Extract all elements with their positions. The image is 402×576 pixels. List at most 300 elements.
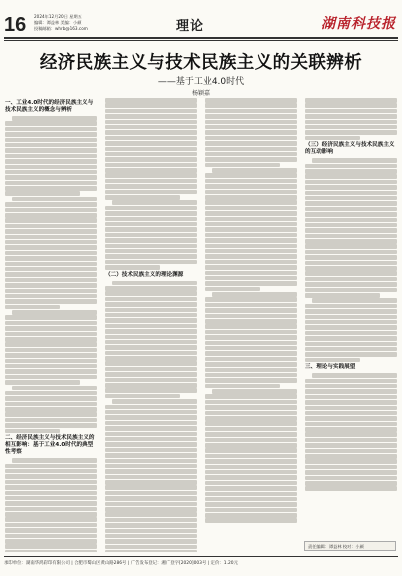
text-line <box>5 423 97 428</box>
text-line <box>305 266 397 271</box>
text-line <box>5 213 97 218</box>
text-line <box>5 396 97 401</box>
text-line <box>5 262 97 267</box>
text-line <box>5 245 97 250</box>
text-line <box>105 507 197 512</box>
text-line <box>105 120 197 125</box>
text-line <box>5 256 97 261</box>
text-line <box>205 351 297 356</box>
text-line <box>305 125 397 130</box>
text-line <box>105 539 197 544</box>
text-line <box>205 432 297 437</box>
text-line <box>5 332 97 337</box>
text-line <box>5 507 97 512</box>
text-line <box>305 331 397 336</box>
page-number: 16 <box>4 14 27 36</box>
text-line <box>305 309 397 314</box>
text-line <box>5 534 97 539</box>
text-line <box>105 485 197 490</box>
text-line <box>105 173 197 178</box>
text-line <box>205 335 297 340</box>
text-line <box>305 389 397 394</box>
text-line <box>205 421 297 426</box>
text-line <box>305 406 397 411</box>
text-line <box>5 380 80 385</box>
text-line <box>305 255 397 260</box>
text-line <box>205 238 297 243</box>
text-line <box>5 407 97 412</box>
section-heading-3: （二）技术民族主义的理论渊源 <box>105 271 184 278</box>
text-line <box>205 518 297 523</box>
text-line <box>5 375 97 380</box>
text-line <box>105 534 197 539</box>
text-line <box>105 222 197 227</box>
text-line <box>305 352 397 357</box>
page-footer: 承印单位：湖南华鸿彩印有限公司 | 合肥市蜀山区黄山路286号 | 广告发布登记：湘广登字[2020]003号 | 定价：1.20元 <box>4 561 238 566</box>
text-line <box>105 356 197 361</box>
text-line <box>205 384 280 389</box>
text-line <box>305 304 397 309</box>
text-line <box>205 448 297 453</box>
text-line <box>105 469 197 474</box>
text-line <box>305 282 397 287</box>
text-line <box>105 286 197 291</box>
text-line <box>5 127 97 132</box>
text-line <box>305 416 397 421</box>
text-line <box>105 179 197 184</box>
text-line <box>5 121 97 126</box>
text-line <box>5 165 97 170</box>
text-line <box>105 249 197 254</box>
text-line <box>112 399 197 404</box>
text-line <box>105 190 197 195</box>
text-line <box>5 369 97 374</box>
text-line <box>12 197 97 202</box>
text-line <box>205 465 297 470</box>
text-line <box>5 294 97 299</box>
text-line <box>5 485 97 490</box>
text-line <box>205 513 297 518</box>
text-line <box>105 114 197 119</box>
text-line <box>305 185 397 190</box>
text-line <box>305 470 397 475</box>
text-line <box>205 368 297 373</box>
section-heading-2: 二、经济民族主义与技术民族主义的相互影响：基于工业4.0时代的典型性考察 <box>5 435 95 456</box>
text-line <box>105 152 197 157</box>
text-line <box>205 319 297 324</box>
text-line <box>112 281 197 286</box>
text-line <box>205 297 297 302</box>
text-line <box>5 272 97 277</box>
text-line <box>5 315 97 320</box>
text-line <box>5 550 97 552</box>
text-line <box>205 249 297 254</box>
text-line <box>205 459 297 464</box>
email-line: 投稿邮箱：whrb@163.com <box>34 26 88 31</box>
text-line <box>105 426 197 431</box>
text-line <box>105 388 197 393</box>
text-line <box>105 464 197 469</box>
text-line <box>205 454 297 459</box>
text-line <box>305 342 397 347</box>
section-heading-4: （三）经济民族主义与技术民族主义的互动影响 <box>305 142 395 156</box>
text-line <box>105 345 197 350</box>
text-line <box>312 373 397 378</box>
text-line <box>205 195 297 200</box>
text-line <box>105 550 197 552</box>
text-line <box>205 163 280 168</box>
text-line <box>305 293 380 298</box>
text-line <box>305 443 397 448</box>
text-line <box>105 421 197 426</box>
text-line <box>5 154 97 159</box>
text-line <box>5 218 97 223</box>
text-line <box>5 480 97 485</box>
text-line <box>105 372 197 377</box>
text-line <box>5 496 97 501</box>
text-line <box>205 227 297 232</box>
text-line <box>205 486 297 491</box>
text-line <box>205 200 297 205</box>
text-line <box>205 217 297 222</box>
text-line <box>5 138 97 143</box>
text-line <box>5 191 80 196</box>
text-line <box>5 143 97 148</box>
body-column-2 <box>105 98 197 552</box>
text-line <box>305 212 397 217</box>
text-line <box>5 326 97 331</box>
text-line <box>205 147 297 152</box>
text-line <box>5 186 97 191</box>
text-line <box>105 318 197 323</box>
text-line <box>105 302 197 307</box>
text-line <box>5 224 97 229</box>
text-line <box>5 528 97 533</box>
text-line <box>105 410 197 415</box>
text-line <box>205 400 297 405</box>
text-line <box>5 283 97 288</box>
text-line <box>205 271 297 276</box>
text-line <box>305 432 397 437</box>
text-line <box>105 518 197 523</box>
text-line <box>205 341 297 346</box>
text-line <box>205 308 297 313</box>
text-line <box>205 141 297 146</box>
text-line <box>205 303 297 308</box>
text-line <box>5 539 97 544</box>
text-line <box>205 222 297 227</box>
text-line <box>305 114 397 119</box>
text-line <box>5 429 60 434</box>
text-line <box>105 211 197 216</box>
text-line <box>5 353 97 358</box>
header-rule <box>4 37 398 39</box>
text-line <box>205 362 297 367</box>
text-line <box>205 206 297 211</box>
text-line <box>305 164 397 169</box>
text-line <box>205 157 297 162</box>
text-line <box>205 152 297 157</box>
text-line <box>205 260 297 265</box>
text-line <box>205 481 297 486</box>
text-line <box>105 459 197 464</box>
text-line <box>105 157 197 162</box>
text-line <box>105 291 197 296</box>
text-line <box>305 109 397 114</box>
text-line <box>305 196 397 201</box>
text-line <box>305 277 397 282</box>
text-line <box>305 422 397 427</box>
text-line <box>205 276 297 281</box>
text-line <box>5 517 97 522</box>
text-line <box>205 411 297 416</box>
text-line <box>5 170 97 175</box>
text-line <box>12 458 97 463</box>
text-line <box>305 320 397 325</box>
text-line <box>5 299 97 304</box>
text-line <box>105 308 197 313</box>
text-line <box>305 325 397 330</box>
text-line <box>205 378 297 383</box>
text-line <box>305 454 397 459</box>
text-line <box>5 364 97 369</box>
text-line <box>5 229 97 234</box>
text-line <box>305 207 397 212</box>
text-line <box>205 179 297 184</box>
text-line <box>5 289 97 294</box>
text-line <box>105 351 197 356</box>
text-line <box>305 288 397 293</box>
text-line <box>12 310 97 315</box>
text-line <box>205 136 297 141</box>
text-line <box>105 313 197 318</box>
text-line <box>205 324 297 329</box>
text-line <box>5 202 97 207</box>
text-line <box>305 315 397 320</box>
text-line <box>305 228 397 233</box>
text-line <box>105 383 197 388</box>
text-line <box>105 545 197 550</box>
text-line <box>305 130 397 135</box>
text-line <box>205 427 297 432</box>
text-line <box>105 453 197 458</box>
text-line <box>5 359 97 364</box>
text-line <box>5 544 97 549</box>
text-line <box>105 367 197 372</box>
text-line <box>105 254 197 259</box>
text-line <box>305 244 397 249</box>
text-line <box>305 271 397 276</box>
text-line <box>205 346 297 351</box>
text-line <box>205 287 260 292</box>
text-line <box>305 250 397 255</box>
text-line <box>105 98 197 103</box>
text-line <box>205 357 297 362</box>
text-line <box>305 180 397 185</box>
text-line <box>5 501 97 506</box>
body-column-1 <box>5 98 97 552</box>
text-line <box>305 239 397 244</box>
text-line <box>5 474 97 479</box>
text-line <box>5 418 97 423</box>
text-line <box>205 254 297 259</box>
text-line <box>5 321 97 326</box>
text-line <box>105 378 197 383</box>
text-line <box>105 136 197 141</box>
text-line <box>5 469 97 474</box>
text-line <box>105 491 197 496</box>
text-line <box>305 336 397 341</box>
text-line <box>305 136 360 141</box>
text-line <box>305 223 397 228</box>
text-line <box>5 305 60 310</box>
text-line <box>5 412 97 417</box>
article-author: 杨颖嘉 <box>191 90 210 97</box>
body-column-4 <box>305 98 397 552</box>
text-line <box>5 181 97 186</box>
text-line <box>105 437 197 442</box>
text-line <box>105 141 197 146</box>
editor-line: 编辑：谭益林 美编：小颜 <box>34 20 82 25</box>
text-line <box>105 217 197 222</box>
text-line <box>205 475 297 480</box>
text-line <box>105 260 197 265</box>
footer-rule <box>4 556 398 557</box>
text-line <box>5 251 97 256</box>
text-line <box>5 523 97 528</box>
text-line <box>5 342 97 347</box>
text-line <box>205 103 297 108</box>
text-line <box>205 497 297 502</box>
text-line <box>305 486 397 491</box>
section-heading-5: 三、理论与实践展望 <box>305 364 356 371</box>
text-line <box>5 391 97 396</box>
text-line <box>205 233 297 238</box>
text-line <box>205 502 297 507</box>
text-line <box>5 337 97 342</box>
text-line <box>105 125 197 130</box>
text-line <box>205 265 297 270</box>
text-line <box>105 227 197 232</box>
text-line <box>305 395 397 400</box>
text-line <box>305 218 397 223</box>
text-line <box>105 233 197 238</box>
text-line <box>12 116 97 121</box>
text-line <box>5 240 97 245</box>
text-line <box>205 373 297 378</box>
text-line <box>105 340 197 345</box>
text-line <box>205 394 297 399</box>
text-line <box>305 98 397 103</box>
text-line <box>205 244 297 249</box>
text-line <box>205 508 297 513</box>
text-line <box>105 130 197 135</box>
text-line <box>112 200 197 205</box>
article-subtitle: ——基于工业4.0时代 <box>157 77 245 87</box>
text-line <box>305 427 397 432</box>
article-title: 经济民族主义与技术民族主义的关联辨析 <box>39 53 363 73</box>
text-line <box>212 292 297 297</box>
text-line <box>205 211 297 216</box>
date-line: 2024年12月20日 星期五 <box>34 14 82 19</box>
text-line <box>5 464 97 469</box>
text-line <box>212 389 297 394</box>
text-line <box>105 238 197 243</box>
text-line <box>205 314 297 319</box>
text-line <box>5 512 97 517</box>
text-line <box>305 384 397 389</box>
text-line <box>5 402 97 407</box>
text-line <box>105 163 197 168</box>
text-line <box>305 459 397 464</box>
text-line <box>105 523 197 528</box>
text-line <box>205 330 297 335</box>
text-line <box>105 394 180 399</box>
text-line <box>305 234 397 239</box>
text-line <box>105 206 197 211</box>
text-line <box>305 379 397 384</box>
text-line <box>312 158 397 163</box>
text-line <box>105 496 197 501</box>
text-line <box>305 465 397 470</box>
text-line <box>205 184 297 189</box>
text-line <box>305 191 397 196</box>
text-line <box>5 278 97 283</box>
text-line <box>105 335 197 340</box>
text-line <box>105 168 197 173</box>
text-line <box>305 481 397 486</box>
issue-meta <box>34 14 88 32</box>
text-line <box>305 411 397 416</box>
article-body <box>5 98 397 552</box>
text-line <box>205 470 297 475</box>
text-line <box>205 190 297 195</box>
text-line <box>305 174 397 179</box>
text-line <box>205 492 297 497</box>
text-line <box>305 449 397 454</box>
text-line <box>305 120 397 125</box>
text-line <box>305 347 397 352</box>
text-line <box>105 184 197 189</box>
text-line <box>305 400 397 405</box>
text-line <box>205 281 297 286</box>
text-line <box>12 386 97 391</box>
text-line <box>312 298 397 303</box>
text-line <box>305 201 397 206</box>
text-line <box>305 358 360 363</box>
text-line <box>5 159 97 164</box>
text-line <box>305 103 397 108</box>
text-line <box>5 235 97 240</box>
text-line <box>305 476 397 481</box>
text-line <box>205 173 297 178</box>
text-line <box>305 438 397 443</box>
text-line <box>205 438 297 443</box>
text-line <box>212 168 297 173</box>
text-line <box>105 147 197 152</box>
text-line <box>205 405 297 410</box>
text-line <box>105 529 197 534</box>
text-line <box>5 267 97 272</box>
text-line <box>205 114 297 119</box>
text-line <box>5 148 97 153</box>
text-line <box>305 261 397 266</box>
text-line <box>105 480 197 485</box>
body-column-3 <box>205 98 297 552</box>
editor-credit-box: 责任编辑：谭益林 校对：小颜 <box>304 541 396 551</box>
text-line <box>105 297 197 302</box>
header-rule-thin <box>4 40 398 41</box>
